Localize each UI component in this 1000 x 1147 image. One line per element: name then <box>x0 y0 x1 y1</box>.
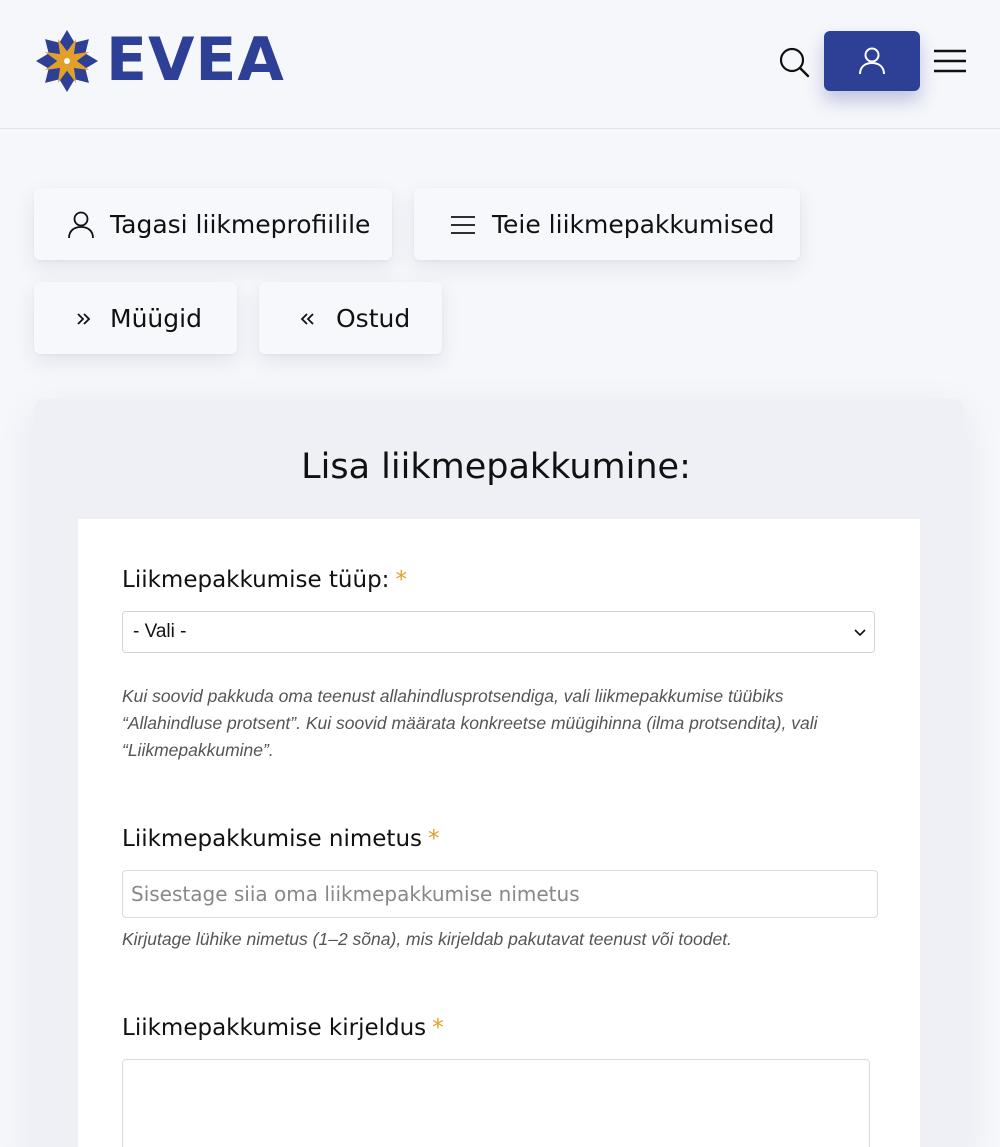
offer-description-label-text: Liikmepakkumise kirjeldus <box>122 1015 427 1041</box>
offer-name-input[interactable] <box>122 870 878 918</box>
offer-type-label <box>122 566 407 594</box>
evea-logo-icon[interactable] <box>34 28 100 94</box>
site-header <box>0 0 1000 129</box>
sales-button[interactable] <box>34 282 237 354</box>
required-marker: * <box>428 826 440 852</box>
offer-name-label <box>122 825 440 853</box>
hamburger-menu-icon[interactable] <box>932 46 968 76</box>
purchases-button[interactable] <box>259 282 442 354</box>
offer-type-selected-value: - Vali - <box>133 621 187 642</box>
required-marker: * <box>395 567 407 593</box>
back-to-profile-button[interactable] <box>34 188 392 260</box>
offer-description-textarea[interactable] <box>122 1059 870 1147</box>
account-button[interactable] <box>824 31 920 91</box>
user-icon <box>66 210 96 240</box>
offer-name-label-text: Liikmepakkumise nimetus <box>122 826 423 852</box>
offer-name-help-text: Kirjutage lühike nimetus (1–2 sõna), mis kirjeldab pakutavat teenust või toodet. <box>122 929 732 949</box>
offer-type-help-text: Kui soovid pakkuda oma teenust allahindlusprotsendiga, vali liikmepakkumise tüübiks “Allahindluse protsent”. Kui soovid määrata konkreetse müügihinna (ilma protsendita), vali “Liikmepakkumine”. <box>122 686 818 760</box>
user-icon <box>857 46 887 76</box>
sales-label: Müügid <box>110 304 202 333</box>
chevron-down-icon <box>852 625 868 641</box>
my-offers-label: Teie liikmepakkumised <box>492 210 775 239</box>
double-chevron-left-icon <box>292 304 322 334</box>
brand-name[interactable]: EVEA <box>106 25 285 95</box>
required-marker: * <box>432 1015 444 1041</box>
list-icon <box>448 210 478 240</box>
offer-type-select[interactable] <box>122 611 875 653</box>
my-offers-button[interactable] <box>414 188 800 260</box>
search-icon[interactable] <box>776 44 812 80</box>
form-title: Lisa liikmepakkumine: <box>301 447 691 487</box>
offer-description-label <box>122 1014 444 1042</box>
double-chevron-right-icon <box>70 304 100 334</box>
back-to-profile-label: Tagasi liikmeprofiilile <box>110 210 371 239</box>
offer-type-label-text: Liikmepakkumise tüüp: <box>122 567 390 593</box>
purchases-label: Ostud <box>336 304 411 333</box>
